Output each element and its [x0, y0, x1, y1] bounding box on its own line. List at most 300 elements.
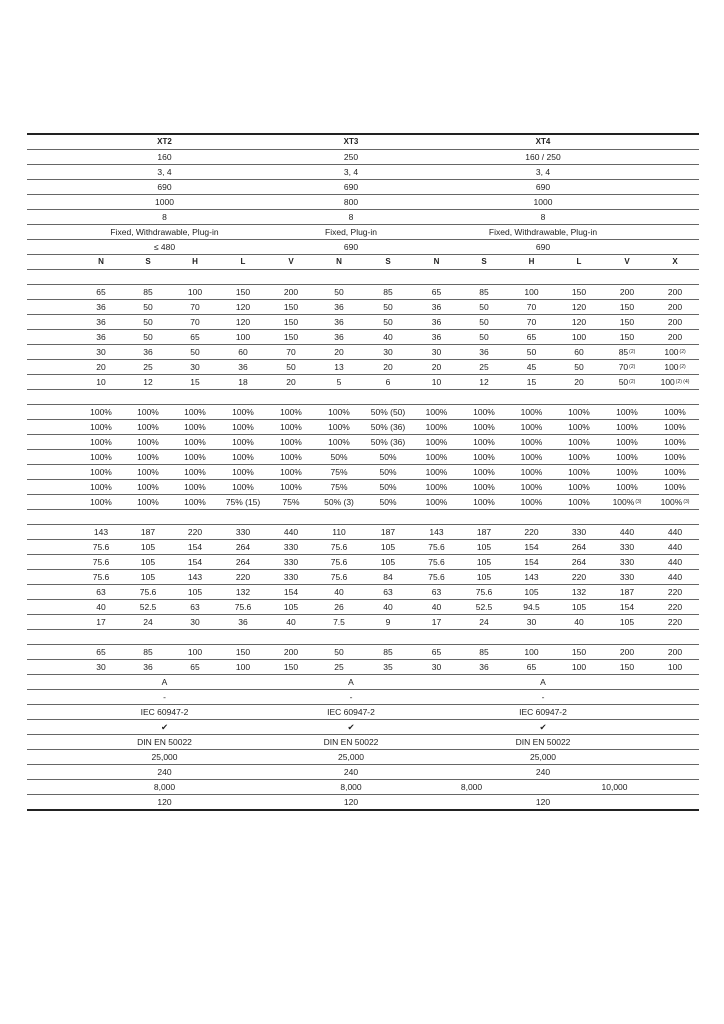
mechanical-life-row-cell: 8,000 [153, 781, 176, 792]
icu-row-cell: 40 [383, 331, 393, 342]
footnote-ref: (2) [679, 348, 686, 355]
icu-row-cell: 20 [574, 376, 584, 387]
footer-row-cell: 240 [157, 766, 172, 777]
icu-row-cell: 50 [574, 361, 584, 372]
icu-row-cell: 20 [383, 361, 393, 372]
version-row-cell: H [528, 257, 535, 266]
lead-spacer [27, 345, 77, 359]
section-gap [27, 630, 699, 645]
icm-row-cell: 154 [524, 556, 539, 567]
ics-row-cell: 100% [664, 406, 686, 417]
icu-row-cell: 36 [334, 316, 344, 327]
icu-row-cell: 200 [667, 286, 683, 297]
icm-row-cell: 154 [619, 601, 635, 612]
footer-row-cell: 120 [535, 796, 551, 807]
ics-row [27, 420, 699, 435]
ics-row-cell: 100% [90, 481, 112, 492]
footer-row-cell: 240 [535, 766, 551, 777]
lead-spacer [27, 600, 77, 614]
icm-row-cell: 63 [431, 586, 442, 597]
icm-row-cell: 440 [667, 541, 683, 552]
lead-spacer [27, 315, 77, 329]
icu-row-cell: 50 [143, 331, 153, 342]
ics-row-cell: 100% [328, 421, 350, 432]
breaker-spec-table [27, 133, 699, 811]
icu-row-cell: 65 [431, 286, 442, 297]
icu-row-cell: 25 [479, 361, 489, 372]
icm-row-cell: 105 [571, 601, 587, 612]
icm-row-cell: 330 [283, 571, 299, 582]
icm-row-cell: 52.5 [139, 601, 157, 612]
ics-row-cell: 100% [473, 451, 495, 462]
footer-row-cell: IEC 60947-2 [327, 706, 375, 717]
icm-row-cell: 24 [479, 616, 489, 627]
icm-row-cell: 105 [187, 586, 203, 597]
icu-row-cell: 30 [383, 346, 393, 357]
version-row-cell: L [240, 257, 246, 266]
lead-spacer [27, 660, 77, 674]
icm-row-cell: 330 [283, 556, 299, 567]
icu-row-cell: 200 [667, 301, 683, 312]
icm-row-cell: 75.6 [475, 586, 493, 597]
spec-row-cell: ≤ 480 [153, 241, 176, 252]
dc-row-cell: 65 [96, 646, 106, 657]
icu-row-cell: 50 [334, 286, 344, 297]
ics-row-cell: 100% (3) [612, 496, 642, 507]
icu-row-cell: 20 [431, 361, 442, 372]
spec-row-cell: 3, 4 [535, 166, 551, 177]
icm-row-cell: 154 [187, 556, 203, 567]
footer-row-cell: 120 [157, 796, 172, 807]
icm-row-cell: 132 [235, 586, 251, 597]
spec-row-cell: 160 / 250 [525, 151, 561, 162]
footer-row [27, 690, 699, 705]
icu-row-cell: 70 [190, 301, 200, 312]
dc-row-cell: 100 [524, 646, 539, 657]
ics-row-cell: 100% [616, 421, 638, 432]
icu-row-cell: 200 [667, 331, 683, 342]
product-header-row [27, 135, 699, 150]
spec-row [27, 195, 699, 210]
icu-row-cell: 20 [96, 361, 106, 372]
footer-row-cell: DIN EN 50022 [323, 736, 379, 747]
icu-row-cell: 85 [383, 286, 393, 297]
spec-row-cell: 8 [162, 211, 167, 222]
spec-row-cell: 690 [535, 241, 551, 252]
ics-row-cell: 100% [664, 481, 686, 492]
spec-row-cell: 690 [157, 181, 172, 192]
ics-row-cell: 100% [184, 496, 206, 507]
lead-spacer [27, 495, 77, 509]
dc-row-cell: 25 [334, 661, 344, 672]
icu-row-cell: 65 [190, 331, 200, 342]
icu-row-cell: 30 [96, 346, 106, 357]
spec-row-cell: 690 [343, 181, 359, 192]
icm-row-cell: 220 [187, 526, 203, 537]
icm-row-cell: 330 [571, 526, 587, 537]
icm-row-cell: 75.6 [330, 541, 348, 552]
icu-row-cell: 100 [524, 286, 539, 297]
ics-row-cell: 100% [616, 406, 638, 417]
ics-row-cell: 100% [137, 496, 159, 507]
icm-row-cell: 75.6 [92, 571, 110, 582]
icm-row-cell: 40 [574, 616, 584, 627]
icm-row-cell: 440 [667, 571, 683, 582]
icm-row-cell: 440 [283, 526, 299, 537]
spec-row-cell: 8 [540, 211, 546, 222]
icm-row-cell: 75.6 [92, 541, 110, 552]
ics-row-cell: 100% [90, 451, 112, 462]
footer-row-cell: ✔ [347, 721, 355, 732]
footer-row-cell: A [348, 676, 354, 687]
dc-row-cell: 65 [431, 646, 442, 657]
footer-row-cell: DIN EN 50022 [137, 736, 192, 747]
ics-row-cell: 50% [330, 451, 348, 462]
lead-spacer [27, 420, 77, 434]
icm-row-cell: 75.6 [428, 571, 445, 582]
icu-row-cell: 85 (2) [618, 346, 636, 357]
spec-row-cell: 1000 [533, 196, 553, 207]
dc-row-cell: 100 [187, 646, 203, 657]
footnote-ref: (3) [683, 498, 690, 505]
icm-row-cell: 220 [524, 526, 539, 537]
ics-row-cell: 100% [90, 406, 112, 417]
footnote-ref: (2) (4) [675, 378, 690, 385]
ics-row-cell: 100% [184, 406, 206, 417]
icm-row-cell: 264 [571, 556, 587, 567]
footnote-ref: (3) [635, 498, 642, 505]
icm-row-cell: 220 [571, 571, 587, 582]
icu-row-cell: 150 [283, 301, 299, 312]
ics-row-cell: 50% [379, 451, 397, 462]
ics-row-cell: 100% [90, 496, 112, 507]
icu-row [27, 285, 699, 300]
icm-row-cell: 264 [571, 541, 587, 552]
ics-row-cell: 100% [568, 451, 590, 462]
version-row-cell: N [98, 257, 104, 266]
icm-row-cell: 63 [190, 601, 200, 612]
dc-row-cell: 150 [619, 661, 635, 672]
ics-row-cell: 100% [568, 466, 590, 477]
dc-row-cell: 30 [96, 661, 106, 672]
footer-row [27, 750, 699, 765]
icm-row-cell: 220 [667, 601, 683, 612]
icm-row-cell: 154 [283, 586, 299, 597]
icu-row-cell: 150 [619, 316, 635, 327]
ics-row-cell: 100% [520, 496, 543, 507]
ics-row-cell: 100% [425, 496, 448, 507]
dc-row-cell: 100 [667, 661, 683, 672]
icm-row-cell: 110 [332, 526, 346, 537]
version-row [27, 255, 699, 270]
icu-row-cell: 120 [571, 301, 587, 312]
version-row-cell: N [336, 257, 342, 266]
dc-row-cell: 150 [571, 646, 587, 657]
footer-row-cell: ✔ [160, 721, 169, 732]
icu-row-cell: 30 [431, 346, 442, 357]
product-header-row-cell: XT2 [157, 137, 172, 146]
icu-row-cell: 120 [571, 316, 587, 327]
icu-row [27, 330, 699, 345]
ics-row-cell: 100% [184, 466, 206, 477]
ics-row-cell: 100% [568, 496, 590, 507]
icm-row [27, 600, 699, 615]
spec-row-cell: 800 [343, 196, 359, 207]
icm-row-cell: 84 [383, 571, 393, 582]
icu-row [27, 300, 699, 315]
icu-row-cell: 50 [479, 316, 489, 327]
icu-row-cell: 100 (2) (4) [660, 376, 690, 387]
icu-row-cell: 150 [283, 331, 299, 342]
icu-row-cell: 45 [526, 361, 537, 372]
ics-row-cell: 100% [473, 466, 495, 477]
icu-row-cell: 100 [571, 331, 587, 342]
ics-row-cell: 100% [520, 421, 543, 432]
lead-spacer [27, 645, 77, 659]
mechanical-life-row-cell: 8,000 [340, 781, 362, 792]
lead-spacer [27, 330, 77, 344]
ics-row-cell: 100% [568, 481, 590, 492]
icu-row-cell: 120 [235, 301, 251, 312]
icu-row [27, 375, 699, 390]
icu-row-cell: 150 [571, 286, 587, 297]
icu-row-cell: 20 [334, 346, 344, 357]
ics-row-cell: 75% (15) [225, 496, 261, 507]
dc-row-cell: 200 [667, 646, 683, 657]
icm-row-cell: 75.6 [92, 556, 110, 567]
icm-row-cell: 105 [380, 556, 396, 567]
lead-spacer [27, 255, 77, 269]
ics-row-cell: 100% [473, 481, 495, 492]
ics-row-cell: 100% [90, 436, 112, 447]
footer-row-cell: - [541, 691, 545, 702]
icm-row-cell: 105 [283, 601, 299, 612]
icu-row-cell: 36 [334, 331, 344, 342]
icm-row [27, 615, 699, 630]
icu-row-cell: 36 [143, 346, 153, 357]
icu-row-cell: 18 [238, 376, 248, 387]
ics-row-cell: 100% [425, 466, 448, 477]
footer-row-cell: A [161, 676, 168, 687]
spec-row [27, 240, 699, 255]
spec-row-cell: 3, 4 [343, 166, 359, 177]
icm-row-cell: 330 [619, 541, 635, 552]
icu-row [27, 315, 699, 330]
dc-row-cell: 36 [143, 661, 153, 672]
lead-spacer [27, 435, 77, 449]
ics-row-cell: 100% [137, 481, 159, 492]
icm-row-cell: 105 [476, 541, 492, 552]
icm-row-cell: 264 [235, 541, 251, 552]
lead-spacer [27, 450, 77, 464]
footer-row-cell: 25,000 [151, 751, 178, 762]
product-header-row-cell: XT3 [343, 137, 359, 146]
icu-row-cell: 70 (2) [618, 361, 636, 372]
spec-row-cell: 160 [157, 151, 172, 162]
icu-row-cell: 100 (2) [664, 361, 686, 372]
ics-row-cell: 100% [137, 436, 159, 447]
dc-row-cell: 65 [190, 661, 200, 672]
lead-spacer [27, 405, 77, 419]
icm-row-cell: 40 [383, 601, 393, 612]
icu-row-cell: 36 [96, 301, 106, 312]
icu-row-cell: 50 [383, 301, 393, 312]
icm-row-cell: 26 [334, 601, 344, 612]
icm-row-cell: 440 [667, 526, 683, 537]
lead-spacer [27, 615, 77, 629]
ics-row-cell: 100% [232, 436, 254, 447]
ics-row-cell: 75% [282, 496, 300, 507]
icm-row [27, 555, 699, 570]
version-row-cell: L [576, 257, 582, 266]
icu-row-cell: 10 [96, 376, 106, 387]
footer-row-cell: DIN EN 50022 [515, 736, 571, 747]
ics-row-cell: 100% [90, 466, 112, 477]
icu-row [27, 360, 699, 375]
spec-row-cell: 250 [343, 151, 359, 162]
icm-row-cell: 220 [235, 571, 251, 582]
lead-spacer [27, 570, 77, 584]
icm-row-cell: 220 [667, 586, 683, 597]
spec-row-cell: 1000 [155, 196, 174, 207]
footnote-ref: (2) [629, 348, 636, 355]
icu-row-cell: 36 [431, 316, 442, 327]
ics-row-cell: 100% [664, 466, 686, 477]
icm-row-cell: 7.5 [333, 616, 345, 627]
icu-row-cell: 15 [526, 376, 537, 387]
ics-row-cell: 100% [520, 406, 543, 417]
icu-row-cell: 36 [96, 331, 106, 342]
ics-row-cell: 75% [330, 481, 348, 492]
ics-row-cell: 100% [232, 421, 254, 432]
footer-row-cell: A [540, 676, 546, 687]
section-gap [27, 270, 699, 285]
icu-row-cell: 85 [143, 286, 153, 297]
icu-row-cell: 36 [431, 301, 442, 312]
icu-row-cell: 6 [385, 376, 391, 387]
ics-row-cell: 100% [184, 451, 206, 462]
ics-row-cell: 100% [90, 421, 112, 432]
icu-row-cell: 200 [619, 286, 635, 297]
icm-row-cell: 440 [619, 526, 635, 537]
ics-row-cell: 100% [280, 466, 302, 477]
icm-row-cell: 330 [235, 526, 251, 537]
ics-row-cell: 100% [184, 436, 206, 447]
icu-row-cell: 150 [619, 301, 635, 312]
ics-row [27, 450, 699, 465]
ics-row-cell: 100% [616, 436, 638, 447]
icu-row-cell: 100 [235, 331, 251, 342]
icm-row-cell: 220 [667, 616, 683, 627]
icm-row-cell: 330 [619, 556, 635, 567]
ics-row-cell: 100% [520, 466, 543, 477]
footer-row-cell: 240 [343, 766, 359, 777]
icu-row-cell: 100 (2) [664, 346, 686, 357]
icu-row-cell: 50 (2) [618, 376, 636, 387]
version-row-cell: S [481, 257, 487, 266]
icu-row-cell: 65 [96, 286, 106, 297]
ics-row [27, 465, 699, 480]
icu-row-cell: 70 [526, 316, 537, 327]
icm-row-cell: 63 [96, 586, 106, 597]
spec-row [27, 180, 699, 195]
icu-row-cell: 150 [619, 331, 635, 342]
ics-row-cell: 100% [425, 406, 448, 417]
icu-row-cell: 10 [431, 376, 442, 387]
section-gap [27, 390, 699, 405]
lead-spacer [27, 480, 77, 494]
version-row-cell: H [192, 257, 198, 266]
footer-row [27, 705, 699, 720]
icu-row-cell: 50 [286, 361, 296, 372]
footer-row-cell: - [163, 691, 166, 702]
icu-row-cell: 15 [190, 376, 200, 387]
product-header-row-cell: XT4 [535, 137, 551, 146]
ics-row-cell: 100% [280, 436, 302, 447]
lead-spacer [27, 585, 77, 599]
footer-row [27, 735, 699, 750]
icm-row-cell: 75.6 [330, 556, 348, 567]
icm-row-cell: 105 [140, 556, 156, 567]
lead-spacer [27, 555, 77, 569]
ics-row-cell: 100% [137, 406, 159, 417]
icm-row-cell: 75.6 [234, 601, 252, 612]
dc-row-cell: 150 [283, 661, 299, 672]
ics-row-cell: 100% [425, 451, 448, 462]
icu-row-cell: 36 [96, 316, 106, 327]
spec-row-cell: 690 [343, 241, 359, 252]
version-row-cell: S [385, 257, 391, 266]
icm-row-cell: 105 [476, 571, 492, 582]
version-row-cell: N [433, 257, 440, 266]
icm-row-cell: 40 [431, 601, 442, 612]
ics-row-cell: 100% [616, 451, 638, 462]
footnote-ref: (2) [629, 378, 636, 385]
icu-row-cell: 36 [334, 301, 344, 312]
ics-row-cell: 100% [664, 436, 686, 447]
icm-row-cell: 132 [571, 586, 587, 597]
icu-row-cell: 50 [383, 316, 393, 327]
ics-row-cell: 100% [280, 451, 302, 462]
icm-row-cell: 143 [93, 526, 109, 537]
section-gap [27, 510, 699, 525]
icm-row-cell: 17 [431, 616, 442, 627]
ics-row-cell: 100% [137, 421, 159, 432]
icm-row-cell: 36 [238, 616, 248, 627]
icu-row-cell: 85 [479, 286, 489, 297]
ics-row-cell: 100% [664, 421, 686, 432]
footer-row [27, 720, 699, 735]
icm-row-cell: 52.5 [475, 601, 493, 612]
dc-row-cell: 100 [571, 661, 587, 672]
icu-row-cell: 60 [238, 346, 248, 357]
dc-row [27, 645, 699, 660]
ics-row-cell: 50% (36) [370, 421, 406, 432]
ics-row-cell: 50% (36) [370, 436, 406, 447]
icu-row-cell: 65 [526, 331, 537, 342]
ics-row-cell: 100% [425, 481, 448, 492]
spec-row-cell: Fixed, Plug-in [325, 226, 377, 237]
ics-row-cell: 100% [520, 481, 543, 492]
ics-row-cell: 100% [280, 406, 302, 417]
icu-row-cell: 36 [431, 331, 442, 342]
icm-row-cell: 30 [190, 616, 200, 627]
ics-row-cell: 100% [137, 466, 159, 477]
footer-row [27, 795, 699, 811]
ics-row-cell: 100% [184, 421, 206, 432]
icm-row-cell: 143 [187, 571, 203, 582]
ics-row-cell: 100% [232, 466, 254, 477]
